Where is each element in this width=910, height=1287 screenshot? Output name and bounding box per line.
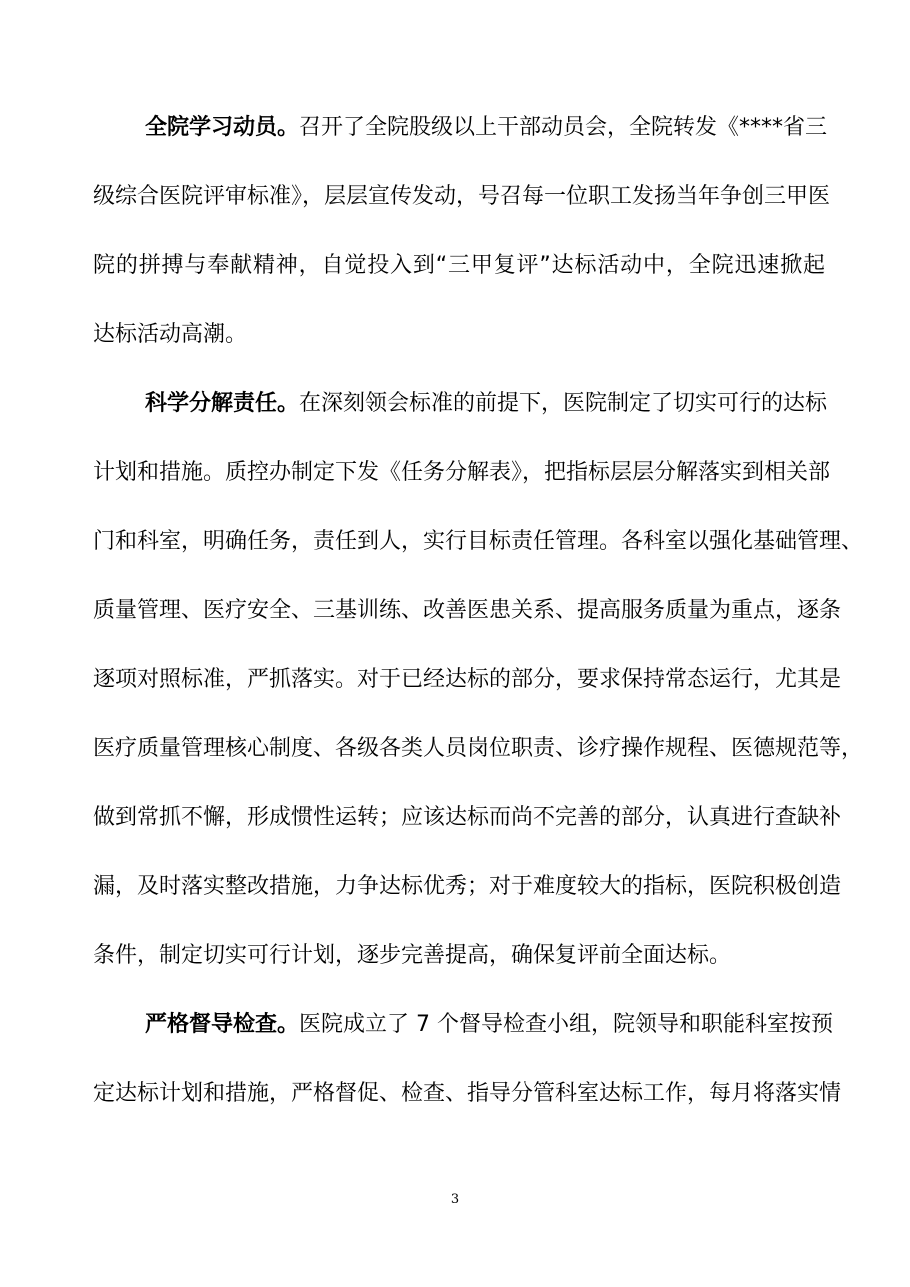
paragraph-supervision: [93, 990, 842, 1128]
text-line: 达标活动高潮。: [93, 322, 248, 347]
paragraph-mobilization: [93, 93, 831, 369]
text-line: 逐项对照标准，严抓落实。对于已经达标的部分，要求保持常态运行，尤其是: [93, 667, 842, 692]
text-line: 医疗质量管理核心制度、各级各类人员岗位职责、诊疗操作规程、医德规范等，: [93, 736, 864, 761]
text-line: [93, 990, 834, 1059]
paragraph-heading: 科学分解责任。: [145, 391, 300, 416]
text-line: [93, 93, 828, 162]
paragraph-heading: 严格督导检查。: [145, 1012, 300, 1037]
text-line: 计划和措施。质控办制定下发《任务分解表》，把指标层层分解落实到相关部: [93, 460, 831, 485]
text-line: [93, 369, 828, 438]
paragraph-heading: 全院学习动员。: [145, 115, 300, 140]
text-run: 召开了全院股级以上干部动员会，全院转发《****省三: [299, 115, 828, 140]
text-run: 在深刻领会标准的前提下，医院制定了切实可行的达标: [299, 391, 828, 416]
paragraph-responsibility: [93, 369, 864, 990]
text-line: 漏，及时落实整改措施，力争达标优秀；对于难度较大的指标，医院积极创造: [93, 874, 842, 899]
body-text: [93, 93, 864, 1128]
text-run: 医院成立了 7 个督导检查小组，院领导和职能科室按预: [299, 1012, 834, 1037]
text-line: 做到常抓不懈，形成惯性运转；应该达标而尚不完善的部分，认真进行查缺补: [93, 805, 842, 830]
text-line: 门和科室，明确任务，责任到人，实行目标责任管理。各科室以强化基础管理、: [93, 529, 864, 554]
text-line: 定达标计划和措施，严格督促、检查、指导分管科室达标工作，每月将落实情: [93, 1081, 842, 1106]
text-line: 质量管理、医疗安全、三基训练、改善医患关系、提高服务质量为重点，逐条: [93, 598, 842, 623]
text-line: 级综合医院评审标准》，层层宣传发动，号召每一位职工发扬当年争创三甲医: [93, 184, 831, 209]
text-line: 院的拼搏与奉献精神，自觉投入到“三甲复评”达标活动中，全院迅速掀起: [93, 253, 825, 278]
text-line: 条件，制定切实可行计划，逐步完善提高，确保复评前全面达标。: [93, 943, 732, 968]
page-number: 3: [450, 1192, 460, 1207]
